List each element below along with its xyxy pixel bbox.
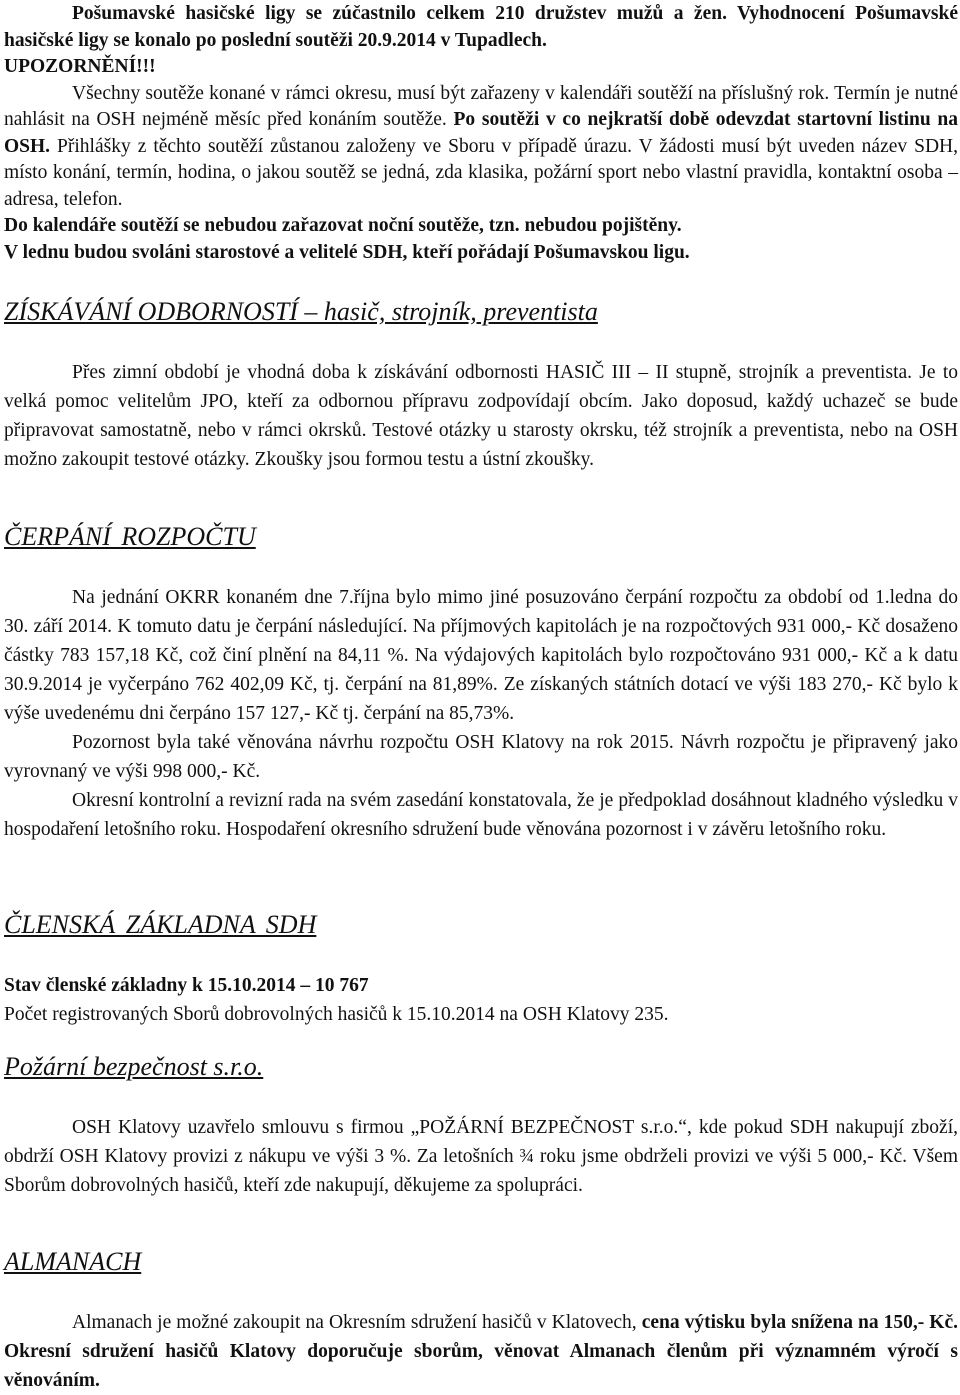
budget-paragraph-3: Okresní kontrolní a revizní rada na svém zasedání konstatovala, že je předpoklad dosáhnout kladného výsledku v hospodaření letošního roku. Hospodaření okresního sdružení bude věnována pozornost i v závěru letošního roku. [4,790,958,840]
expertise-paragraph: Přes zimní období je vhodná doba k získávání odbornosti HASIČ III – II stupně, strojník a preventista. Je to velká pomoc velitelům JPO, kteří za odbornou přípravu zodpovídají obcím. Jako doposud, každý uchazeč se bude připravovat samostatně, nebo v rámci okrsků. Testové otázky u starosty okrsku, též strojník a preventista, nebo na OSH možno zakoupit testové otázky. Zkoušky jsou formou testu a ústní zkoušky. [4,362,958,470]
expertise-section [4,296,958,474]
safety-section [4,1051,958,1200]
budget-section [4,521,958,844]
stored-text: Přihlášky z těchto soutěží zůstanou založeny ve Sboru v případě úrazu. [57,135,633,157]
members-state: Stav členské základny k 15.10.2014 – 10 767 [4,975,369,996]
almanac-section [4,1246,958,1395]
calendar-text: Všechny soutěže konané v rámci okresu, musí být zařazeny v kalendáři soutěží na příslušný rok. [72,82,830,104]
budget-heading: ČERPÁNÍ ROZPOČTU [4,522,256,551]
members-section [4,909,958,1029]
shortest-time-text: Po soutěži v co nejkratší době odevzdat startovní listinu na OSH. [4,109,959,157]
safety-paragraph: OSH Klatovy uzavřelo smlouvu s firmou „POŽÁRNÍ BEZPEČNOST s.r.o.“, kde pokud SDH nakupují zboží, obdrží OSH Klatovy provizi z nákupu ve výši 3 %. Za letošních ¾ roku jsme obdrželi provizi ve výši 5 000,- Kč. Všem Sborům dobrovolných hasičů, kteří zde nakupují, děkujeme za spolupráci. [4,1117,958,1196]
deadline-text: Termín je nutné nahlásit na OSH nejméně měsíc před konáním soutěže. [4,82,958,130]
almanac-bold-text: cena výtisku byla snížena na 150,- Kč. Okresní sdružení hasičů Klatovy doporučuje sborům, věnovat Almanach členům při významném výročí s věnováním. [4,1312,958,1391]
january-text: V lednu budou svoláni starostové a velitelé SDH, kteří pořádají Pošumavskou ligu. [4,241,690,263]
almanac-text: Almanach je možné zakoupit na Okresním sdružení hasičů v Klatovech, [72,1312,642,1333]
intro-block [4,1,958,266]
calendar-paragraph [4,81,958,214]
almanac-paragraph [4,1308,958,1395]
request-text: V žádosti musí být uveden název SDH, místo konání, termín, hodina, o jakou soutěž se jedná, zda klasika, požární sport nebo vlastní pravidla, kontaktní osoba – adresa, telefon. [4,135,959,210]
results-text: Pošumavské hasičské ligy se zúčastnilo celkem 210 družstev mužů a žen. Vyhodnocení Pošumavské hasičské ligy se konalo po poslední soutěži 20.9.2014 v Tupadlech. [4,3,958,51]
members-heading: ČLENSKÁ ZÁKLADNA SDH [4,910,317,939]
budget-paragraph-2: Pozornost byla také věnována návrhu rozpočtu OSH Klatovy na rok 2015. Návrh rozpočtu je připravený jako vyrovnaný ve výši 998 000,- Kč. [4,732,958,782]
budget-paragraph-1: Na jednání OKRR konaném dne 7.října bylo mimo jiné posuzováno čerpání rozpočtu za období od 1.ledna do 30. září 2014. K tomuto datu je čerpání následující. Na příjmových kapitolách je na rozpočtových 931 000,- Kč dosaženo částky 783 157,18 Kč, což činí plnění na 84,11 %. Na výdajových kapitolách bylo rozpočtováno 931 000,- Kč a k datu 30.9.2014 je vyčerpáno 762 402,09 Kč, tj. čerpání na 81,89%. Ze získaných státních dotací ve výši 183 270,- Kč bylo k výše uvedenému dni čerpáno 157 127,- Kč tj. čerpání na 85,73%. [4,587,958,724]
night-text: Do kalendáře soutěží se nebudou zařazovat noční soutěže, tzn. nebudou pojištěny. [4,215,682,236]
warning-text: UPOZORNĚNÍ!!! [4,56,156,77]
almanac-heading: ALMANACH [4,1247,142,1276]
safety-heading: Požární bezpečnost s.r.o. [4,1052,264,1081]
expertise-heading: ZÍSKÁVÁNÍ ODBORNOSTÍ – hasič, strojník, preventista [4,297,598,326]
members-count: Počet registrovaných Sborů dobrovolných hasičů k 15.10.2014 na OSH Klatovy 235. [4,1004,669,1025]
